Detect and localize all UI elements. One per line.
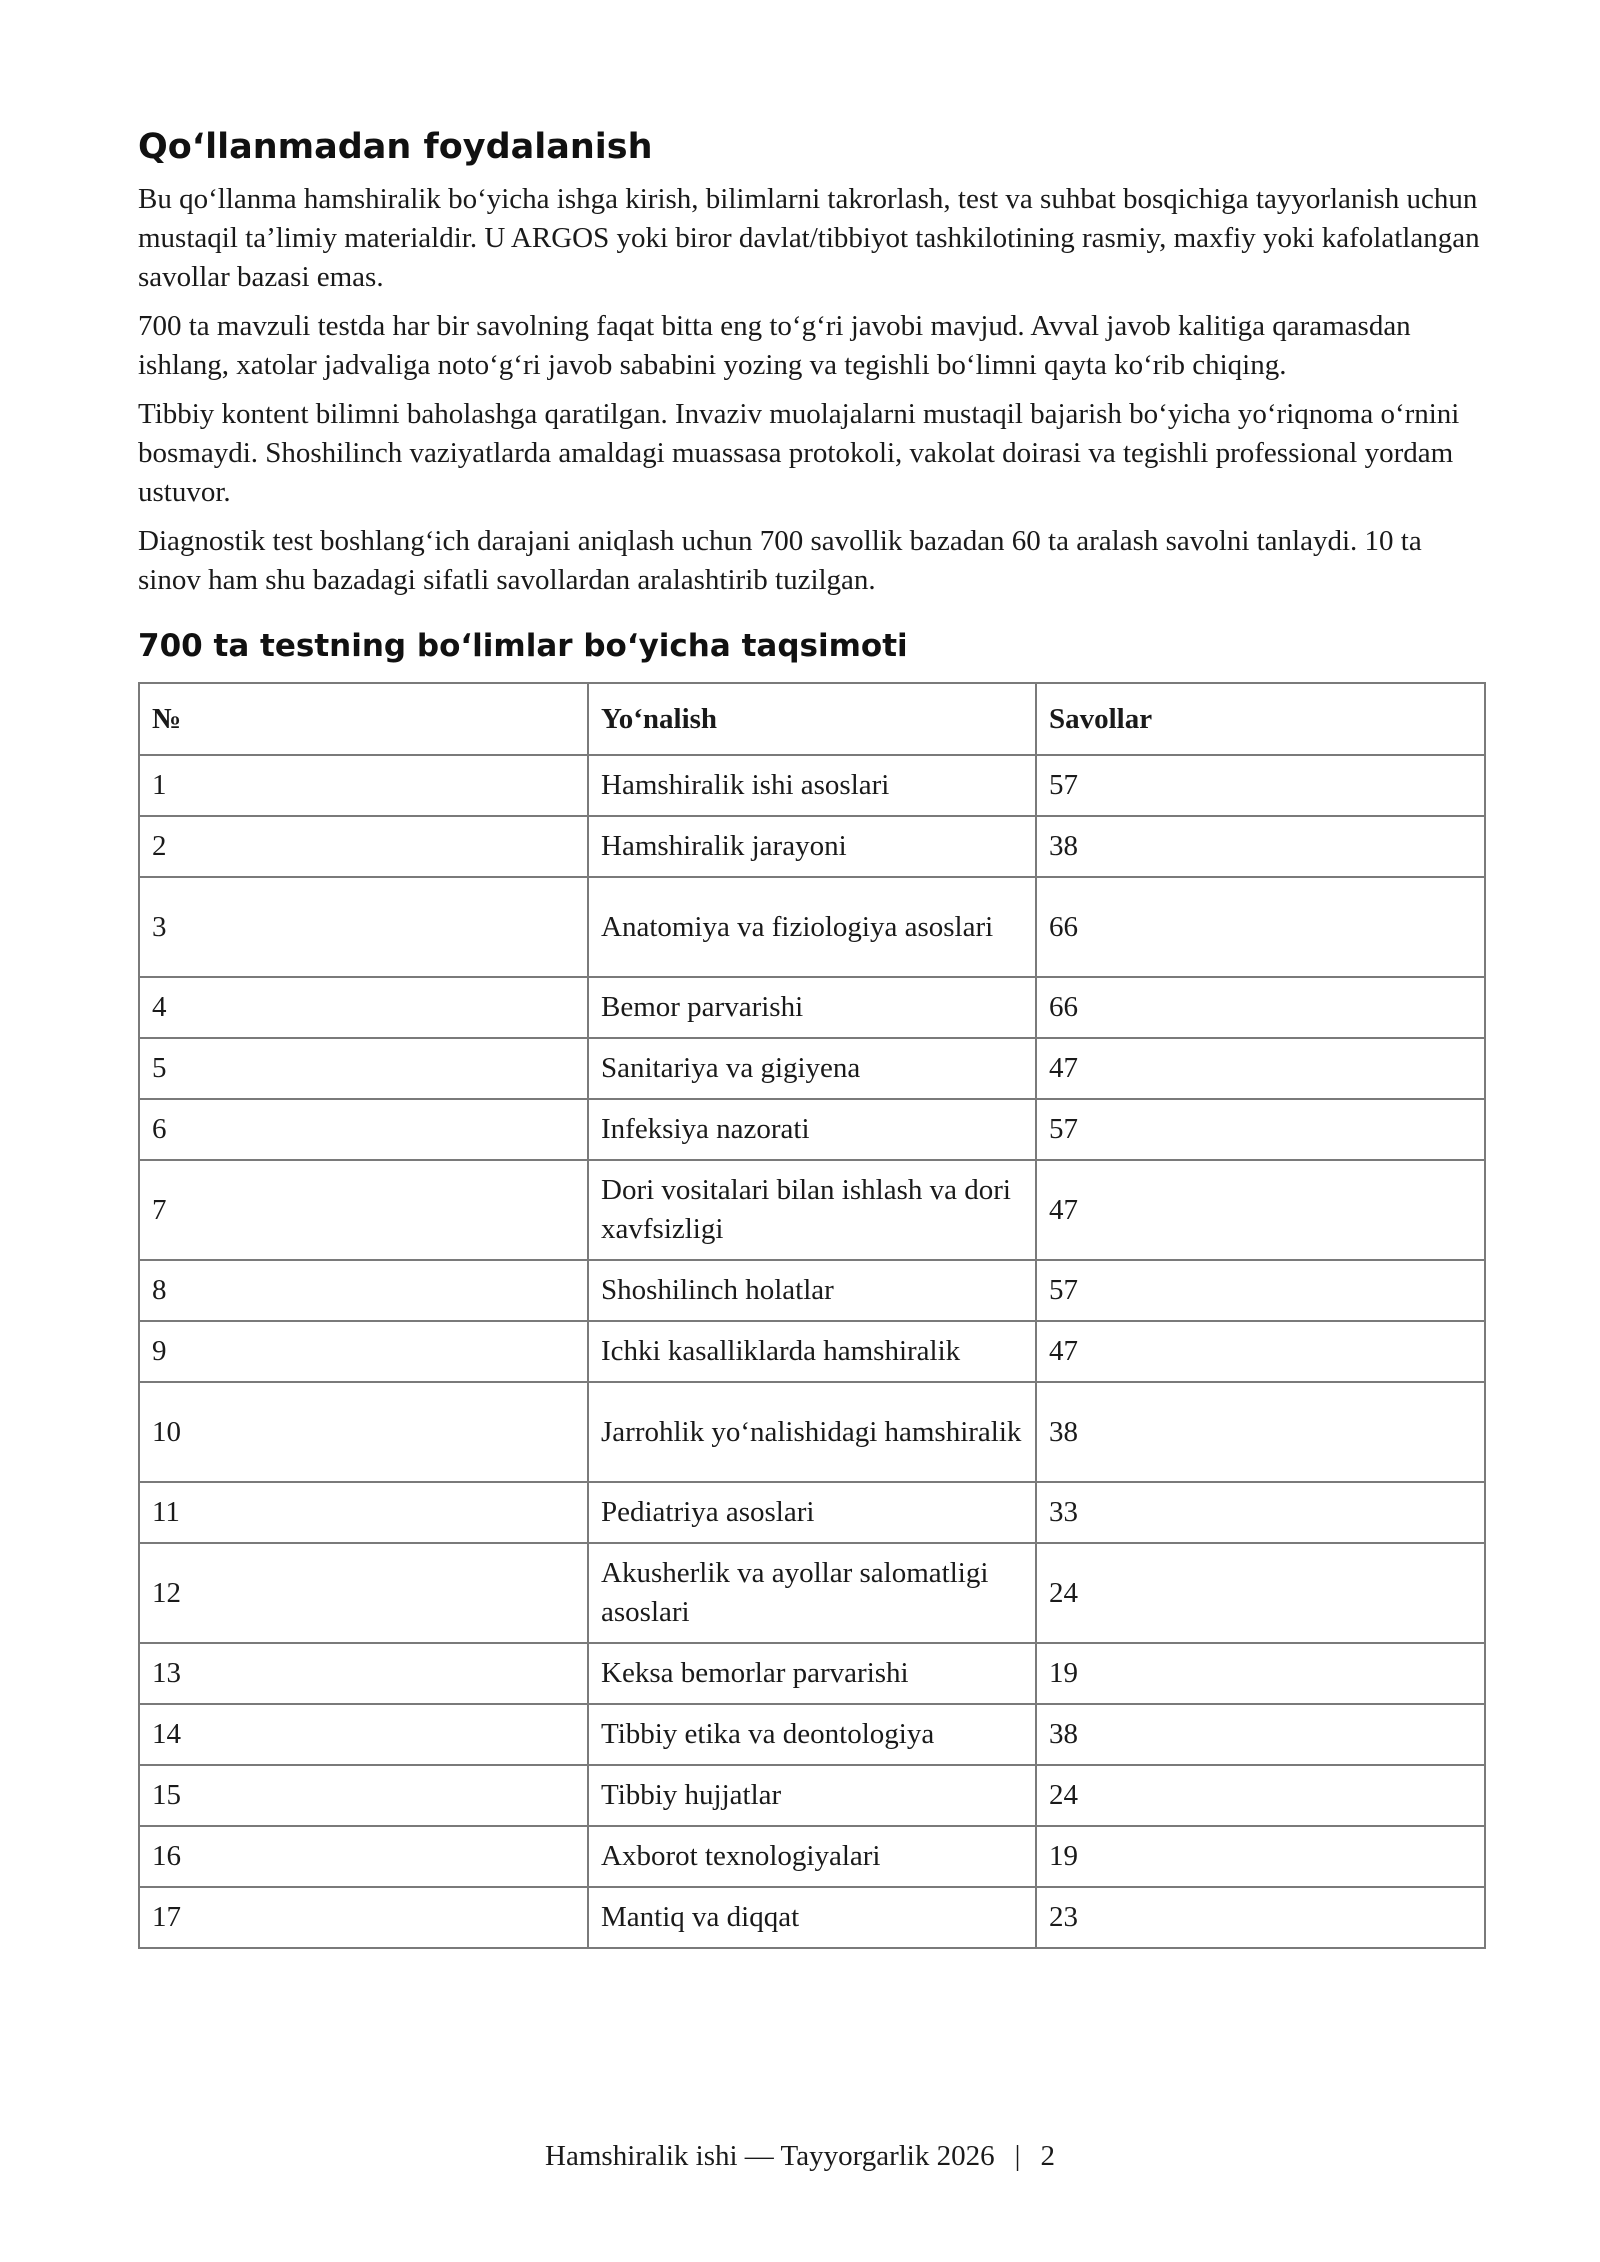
row-count: 38 [1036,1382,1485,1482]
row-number: 2 [139,816,588,877]
row-direction: Shoshilinch holatlar [588,1260,1036,1321]
page-number: 2 [1040,2140,1055,2172]
row-number: 4 [139,977,588,1038]
table-row [139,816,1485,877]
footer-title: Hamshiralik ishi — Tayyorgarlik 2026 [545,2140,995,2172]
table-row [139,1260,1485,1321]
table-row [139,1482,1485,1543]
row-number: 16 [139,1826,588,1887]
row-direction: Infeksiya nazorati [588,1099,1036,1160]
row-number: 15 [139,1765,588,1826]
table-row [139,1704,1485,1765]
intro-paragraph-2: 700 ta mavzuli testda har bir savolning faqat bitta eng toʻgʻri javobi mavjud. Avval javob kalitiga qaramasdan ishlang, xatolar jadvaliga notoʻgʻri javob sababini yozing va tegishli boʻlimni qayta koʻrib chiqing. [138,310,1411,381]
row-direction: Mantiq va diqqat [588,1887,1036,1948]
header-direction: Yoʻnalish [588,683,1036,755]
row-number: 14 [139,1704,588,1765]
table-row [139,1887,1485,1948]
row-count: 47 [1036,1160,1485,1260]
row-number: 5 [139,1038,588,1099]
row-count: 57 [1036,1099,1485,1160]
row-direction: Pediatriya asoslari [588,1482,1036,1543]
row-count: 24 [1036,1543,1485,1643]
row-count: 19 [1036,1643,1485,1704]
header-questions: Savollar [1036,683,1485,755]
table-row [139,755,1485,816]
table-header-row [139,683,1485,755]
row-direction: Akusherlik va ayollar salomatligi asoslari [588,1543,1036,1643]
row-direction: Anatomiya va fiziologiya asoslari [588,877,1036,977]
footer-separator: | [1014,2140,1021,2172]
table-title: 700 ta testning boʻlimlar boʻyicha taqsimoti [138,628,908,664]
row-count: 19 [1036,1826,1485,1887]
row-direction: Keksa bemorlar parvarishi [588,1643,1036,1704]
row-number: 10 [139,1382,588,1482]
row-number: 7 [139,1160,588,1260]
row-number: 6 [139,1099,588,1160]
row-number: 17 [139,1887,588,1948]
row-number: 9 [139,1321,588,1382]
table-row [139,1826,1485,1887]
table-row [139,1038,1485,1099]
row-direction: Tibbiy etika va deontologiya [588,1704,1036,1765]
row-number: 13 [139,1643,588,1704]
row-number: 12 [139,1543,588,1643]
distribution-table [138,682,1486,1949]
row-direction: Hamshiralik jarayoni [588,816,1036,877]
table-row [139,1321,1485,1382]
row-number: 11 [139,1482,588,1543]
row-direction: Bemor parvarishi [588,977,1036,1038]
row-direction: Hamshiralik ishi asoslari [588,755,1036,816]
row-count: 38 [1036,816,1485,877]
row-count: 24 [1036,1765,1485,1826]
intro-paragraph-1: Bu qoʻllanma hamshiralik boʻyicha ishga kirish, bilimlarni takrorlash, test va suhbat bosqichiga tayyorlanish uchun mustaqil taʼlimiy materialdir. U ARGOS yoki biror davlat/tibbiyot tashkilotining rasmiy, maxfiy yoki kafolatlangan savollar bazasi emas. [138,183,1480,293]
table-row [139,1160,1485,1260]
intro-paragraph-4: Diagnostik test boshlangʻich darajani aniqlash uchun 700 savollik bazadan 60 ta aralash savolni tanlaydi. 10 ta sinov ham shu bazadagi sifatli savollardan aralashtirib tuzilgan. [138,525,1422,596]
row-direction: Axborot texnologiyalari [588,1826,1036,1887]
row-count: 23 [1036,1887,1485,1948]
intro-paragraph-3: Tibbiy kontent bilimni baholashga qaratilgan. Invaziv muolajalarni mustaqil bajarish boʻyicha yoʻriqnoma oʻrnini bosmaydi. Shoshilinch vaziyatlarda amaldagi muassasa protokoli, vakolat doirasi va tegishli professional yordam ustuvor. [138,398,1460,508]
table-row [139,877,1485,977]
row-count: 47 [1036,1038,1485,1099]
table-row [139,1382,1485,1482]
row-count: 33 [1036,1482,1485,1543]
table-row [139,1765,1485,1826]
table-row [139,1099,1485,1160]
table-row [139,1543,1485,1643]
row-count: 57 [1036,1260,1485,1321]
row-count: 57 [1036,755,1485,816]
row-direction: Jarrohlik yoʻnalishidagi hamshiralik [588,1382,1036,1482]
row-number: 8 [139,1260,588,1321]
document-page [138,120,1482,1949]
row-count: 66 [1036,877,1485,977]
row-number: 1 [139,755,588,816]
table-row [139,1643,1485,1704]
row-number: 3 [139,877,588,977]
row-count: 66 [1036,977,1485,1038]
row-direction: Sanitariya va gigiyena [588,1038,1036,1099]
row-direction: Dori vositalari bilan ishlash va dori xavfsizligi [588,1160,1036,1260]
page-footer [0,2138,1600,2174]
header-number: № [139,683,588,755]
row-direction: Tibbiy hujjatlar [588,1765,1036,1826]
section-heading: Qoʻllanmadan foydalanish [138,127,653,167]
row-count: 38 [1036,1704,1485,1765]
table-row [139,977,1485,1038]
row-count: 47 [1036,1321,1485,1382]
row-direction: Ichki kasalliklarda hamshiralik [588,1321,1036,1382]
